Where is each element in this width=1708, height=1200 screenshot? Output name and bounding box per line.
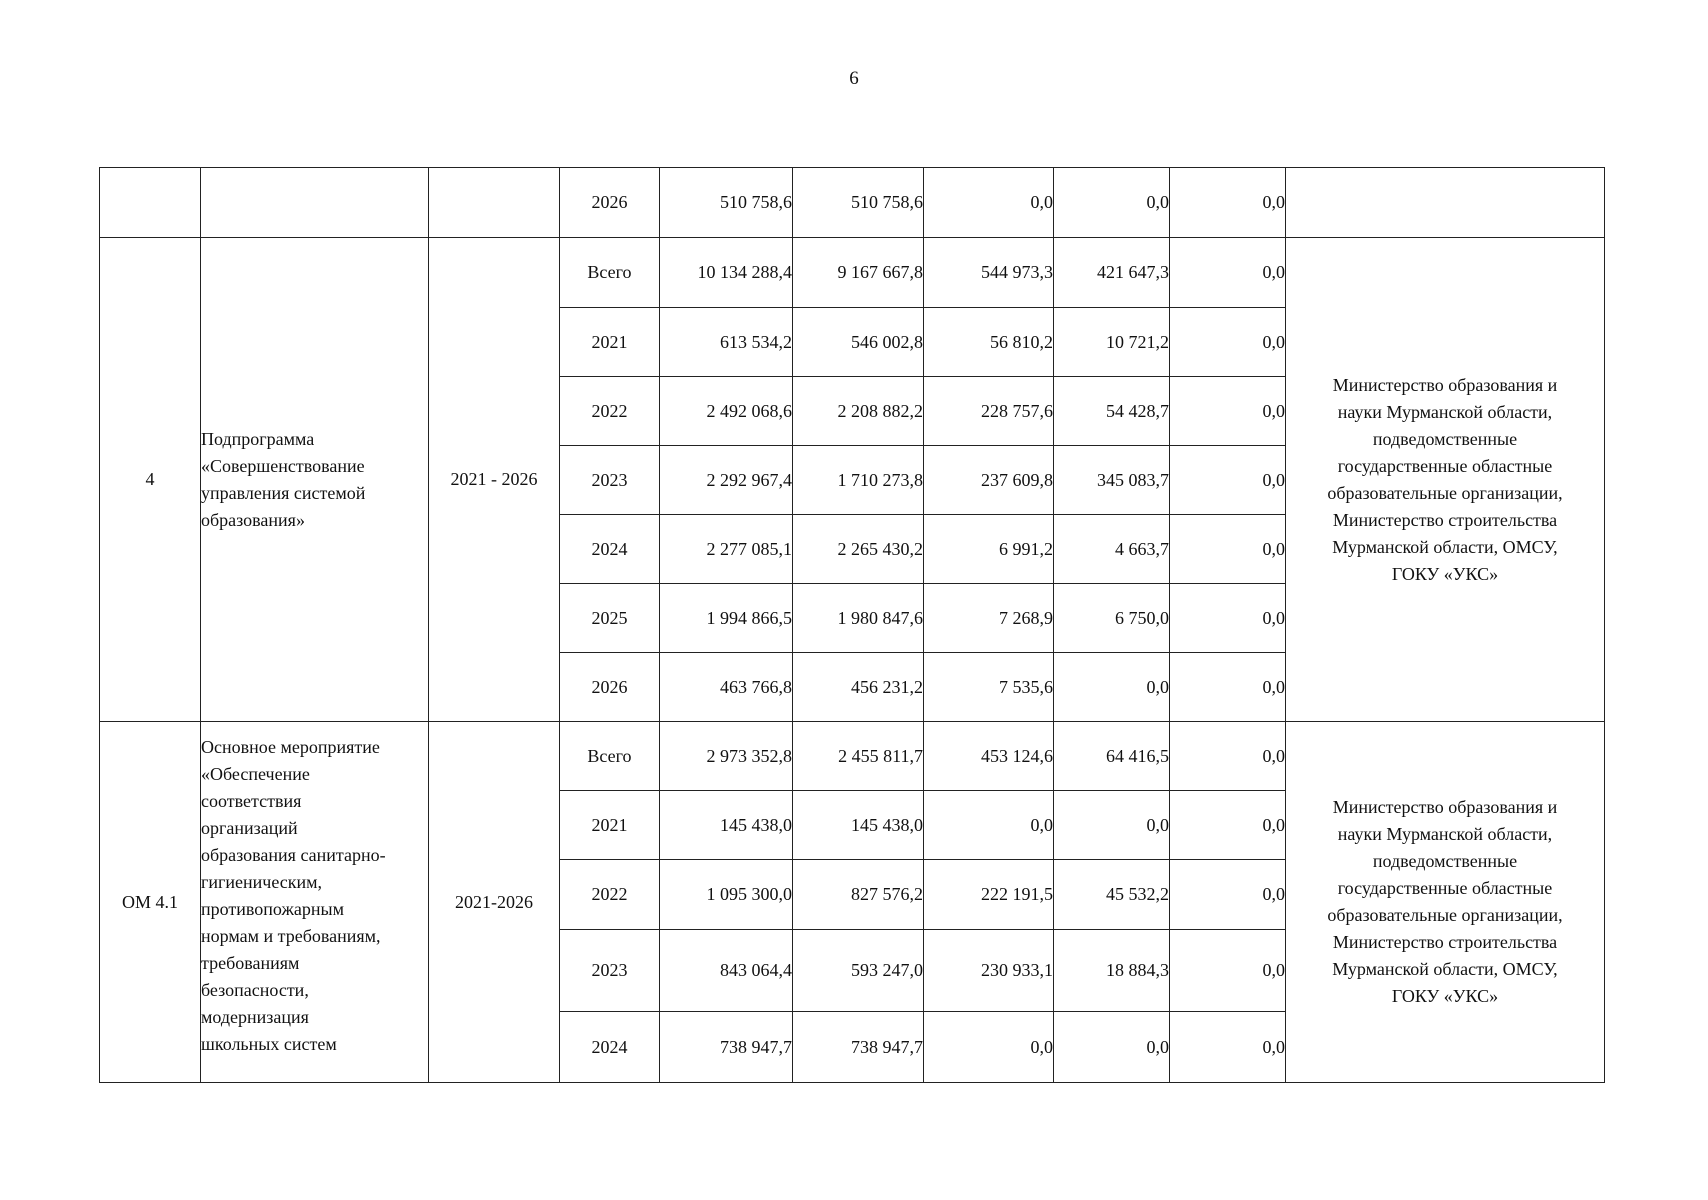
name-line: образования» <box>201 509 305 530</box>
value-cell: 2 492 068,6 <box>660 377 793 446</box>
value-cell: 2 208 882,2 <box>793 377 924 446</box>
name-line: школьных систем <box>201 1034 337 1054</box>
value-cell: 7 268,9 <box>924 584 1054 653</box>
value-cell: 510 758,6 <box>660 168 793 238</box>
value-cell: 145 438,0 <box>660 791 793 860</box>
value-cell: 10 134 288,4 <box>660 238 793 308</box>
responsible-line: Министерство образования и <box>1332 797 1558 817</box>
value-cell: 544 973,3 <box>924 238 1054 308</box>
value-cell: 2 265 430,2 <box>793 515 924 584</box>
value-cell: 0,0 <box>1170 238 1286 308</box>
year-cell: 2021 <box>560 791 660 860</box>
value-cell: 2 292 967,4 <box>660 446 793 515</box>
responsible-line: науки Мурманской области, <box>1337 824 1553 844</box>
value-cell: 1 994 866,5 <box>660 584 793 653</box>
responsible-line: подведомственные <box>1372 428 1518 449</box>
table-row <box>100 722 1605 791</box>
value-cell: 453 124,6 <box>924 722 1054 791</box>
name-line: «Обеспечение <box>201 764 310 784</box>
value-cell: 738 947,7 <box>660 1012 793 1083</box>
value-cell: 45 532,2 <box>1054 860 1170 930</box>
value-cell: 0,0 <box>1170 791 1286 860</box>
name-line: безопасности, <box>201 980 309 1000</box>
value-cell: 0,0 <box>924 791 1054 860</box>
value-cell: 2 277 085,1 <box>660 515 793 584</box>
name-line: требованиям <box>201 953 300 973</box>
value-cell: 613 534,2 <box>660 308 793 377</box>
table-row <box>100 168 1605 238</box>
year-cell: Всего <box>560 722 660 791</box>
name-line: Основное мероприятие <box>201 737 380 757</box>
year-cell: 2023 <box>560 930 660 1012</box>
value-cell: 10 721,2 <box>1054 308 1170 377</box>
value-cell: 0,0 <box>1054 168 1170 238</box>
value-cell: 222 191,5 <box>924 860 1054 930</box>
name-cell <box>201 722 429 1083</box>
value-cell: 1 980 847,6 <box>793 584 924 653</box>
value-cell: 1 095 300,0 <box>660 860 793 930</box>
name-line: управления системой <box>201 482 366 503</box>
responsible-line: ГОКУ «УКС» <box>1391 986 1499 1006</box>
responsible-line: Министерство строительства <box>1332 509 1558 530</box>
name-line: организаций <box>201 818 298 838</box>
value-cell: 0,0 <box>924 168 1054 238</box>
value-cell: 510 758,6 <box>793 168 924 238</box>
value-cell: 230 933,1 <box>924 930 1054 1012</box>
year-cell: 2026 <box>560 653 660 722</box>
year-cell: 2026 <box>560 168 660 238</box>
responsible-cell <box>1286 238 1605 722</box>
responsible-line: науки Мурманской области, <box>1337 401 1553 422</box>
value-cell: 0,0 <box>1170 308 1286 377</box>
value-cell: 2 973 352,8 <box>660 722 793 791</box>
value-cell: 0,0 <box>1170 446 1286 515</box>
year-cell: 2022 <box>560 377 660 446</box>
responsible-cell <box>1286 168 1605 238</box>
value-cell: 6 750,0 <box>1054 584 1170 653</box>
index-cell: ОМ 4.1 <box>100 722 201 1083</box>
name-line: модернизация <box>201 1007 309 1027</box>
value-cell: 0,0 <box>1170 860 1286 930</box>
name-line: соответствия <box>201 791 302 811</box>
value-cell: 0,0 <box>1170 168 1286 238</box>
name-line: гигиеническим, <box>201 872 323 892</box>
value-cell: 738 947,7 <box>793 1012 924 1083</box>
index-cell: 4 <box>100 238 201 722</box>
year-cell: 2021 <box>560 308 660 377</box>
value-cell: 7 535,6 <box>924 653 1054 722</box>
value-cell: 6 991,2 <box>924 515 1054 584</box>
responsible-line: государственные областные <box>1337 455 1553 476</box>
responsible-line: образовательные организации, <box>1327 905 1563 925</box>
value-cell: 4 663,7 <box>1054 515 1170 584</box>
responsible-line: Министерство образования и <box>1332 374 1558 395</box>
name-line: «Совершенствование <box>201 455 365 476</box>
value-cell: 0,0 <box>1054 1012 1170 1083</box>
responsible-line: Мурманской области, ОМСУ, <box>1332 959 1558 979</box>
value-cell: 0,0 <box>1054 791 1170 860</box>
responsible-cell <box>1286 722 1605 1083</box>
value-cell: 0,0 <box>1054 653 1170 722</box>
value-cell: 237 609,8 <box>924 446 1054 515</box>
responsible-line: ГОКУ «УКС» <box>1391 563 1499 584</box>
value-cell: 843 064,4 <box>660 930 793 1012</box>
value-cell: 228 757,6 <box>924 377 1054 446</box>
responsible-line: подведомственные <box>1372 851 1518 871</box>
index-cell <box>100 168 201 238</box>
responsible-line: Министерство строительства <box>1332 932 1558 952</box>
value-cell: 345 083,7 <box>1054 446 1170 515</box>
value-cell: 18 884,3 <box>1054 930 1170 1012</box>
value-cell: 0,0 <box>1170 515 1286 584</box>
responsible-line: государственные областные <box>1337 878 1553 898</box>
responsible-line: образовательные организации, <box>1327 482 1563 503</box>
value-cell: 9 167 667,8 <box>793 238 924 308</box>
value-cell: 421 647,3 <box>1054 238 1170 308</box>
period-cell <box>429 168 560 238</box>
year-cell: 2024 <box>560 515 660 584</box>
period-cell: 2021-2026 <box>429 722 560 1083</box>
year-cell: 2024 <box>560 1012 660 1083</box>
value-cell: 456 231,2 <box>793 653 924 722</box>
value-cell: 0,0 <box>1170 1012 1286 1083</box>
name-line: Подпрограмма <box>201 428 315 449</box>
value-cell: 56 810,2 <box>924 308 1054 377</box>
year-cell: 2023 <box>560 446 660 515</box>
name-cell <box>201 238 429 722</box>
value-cell: 593 247,0 <box>793 930 924 1012</box>
value-cell: 0,0 <box>1170 584 1286 653</box>
name-cell <box>201 168 429 238</box>
value-cell: 64 416,5 <box>1054 722 1170 791</box>
budget-table <box>99 167 1605 1083</box>
value-cell: 0,0 <box>1170 722 1286 791</box>
name-line: образования санитарно- <box>201 845 386 865</box>
year-cell: 2025 <box>560 584 660 653</box>
value-cell: 0,0 <box>1170 653 1286 722</box>
page-number: 6 <box>849 68 859 89</box>
value-cell: 546 002,8 <box>793 308 924 377</box>
value-cell: 0,0 <box>1170 930 1286 1012</box>
year-cell: 2022 <box>560 860 660 930</box>
value-cell: 463 766,8 <box>660 653 793 722</box>
period-cell: 2021 - 2026 <box>429 238 560 722</box>
year-cell: Всего <box>560 238 660 308</box>
value-cell: 2 455 811,7 <box>793 722 924 791</box>
value-cell: 54 428,7 <box>1054 377 1170 446</box>
name-line: противопожарным <box>201 899 344 919</box>
value-cell: 0,0 <box>1170 377 1286 446</box>
table-row <box>100 238 1605 308</box>
value-cell: 145 438,0 <box>793 791 924 860</box>
value-cell: 827 576,2 <box>793 860 924 930</box>
responsible-line: Мурманской области, ОМСУ, <box>1332 536 1558 557</box>
value-cell: 0,0 <box>924 1012 1054 1083</box>
name-line: нормам и требованиям, <box>201 926 381 946</box>
value-cell: 1 710 273,8 <box>793 446 924 515</box>
budget-table-body <box>100 168 1605 1083</box>
